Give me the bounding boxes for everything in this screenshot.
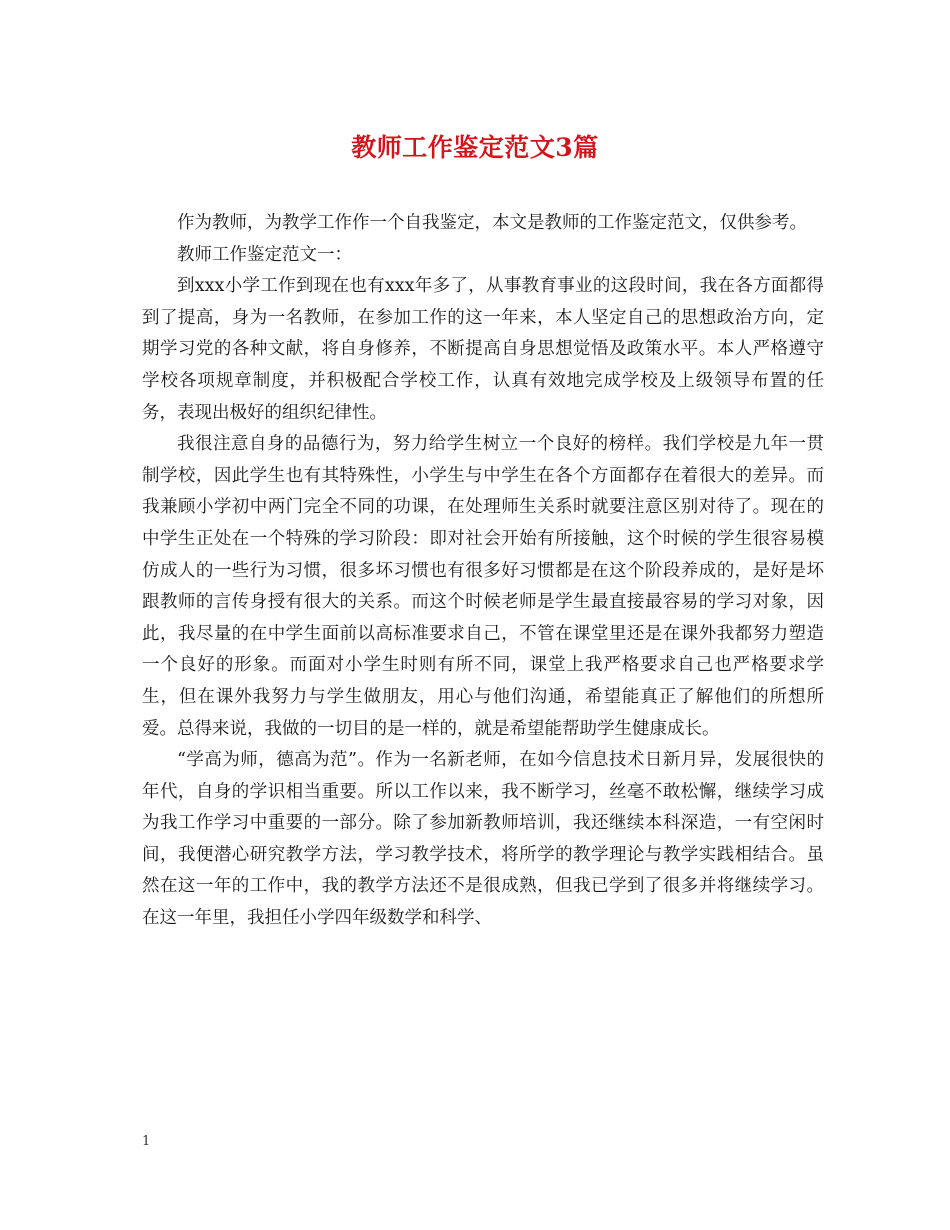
paragraph-continued-learning: “学高为师，德高为范”。作为一名新老师，在如今信息技术日新月异，发展很快的年代，自身的学识相当重要。所以工作以来，我不断学习，丝毫不敢松懈，继续学习成为我工作学习中重要的一部分。除了参加新教师培训，我还继续本科深造，一有空闲时间，我便潜心研究教学方法，学习教学技术，将所学的教学理论与教学实践相结合。虽然在这一年的工作中，我的教学方法还不是很成熟，但我已学到了很多并将继续学习。在这一年里，我担任小学四年级数学和科学、: [142, 750, 824, 929]
page-number: 1: [142, 1134, 151, 1149]
document-body: [142, 208, 824, 935]
paragraph-section-heading: 教师工作鉴定范文一：: [177, 244, 352, 265]
paragraph-moral-conduct: 我很注意自身的品德行为，努力给学生树立一个良好的榜样。我们学校是九年一贯制学校，因此学生也有其特殊性，小学生与中学生在各个方面都存在着很大的差异。而我兼顾小学初中两门完全不同的功课，在处理师生关系时就要注意区别对待了。现在的中学生正处在一个特殊的学习阶段：即对社会开始有所接触，这个时候的学生很容易模仿成人的一些行为习惯，很多坏习惯也有很多好习惯都是在这个阶段养成的，是好是坏跟教师的言传身授有很大的关系。而这个时候老师是学生最直接最容易的学习对象，因此，我尽量的在中学生面前以高标准要求自己，不管在课堂里还是在课外我都努力塑造一个良好的形象。而面对小学生时则有所不同，课堂上我严格要求自己也严格要求学生，但在课外我努力与学生做朋友，用心与他们沟通，希望能真正了解他们的所想所爱。总得来说，我做的一切目的是一样的，就是希望能帮助学生健康成长。: [142, 434, 824, 739]
document-title: 教师工作鉴定范文3篇: [351, 133, 599, 162]
paragraph-work-overview: 到xxx小学工作到现在也有xxx年多了，从事教育事业的这段时间，我在各方面都得到了提高，身为一名教师，在参加工作的这一年来，本人坚定自己的思想政治方向，定期学习党的各种文献，将自身修养，不断提高自身思想觉悟及政策水平。本人严格遵守学校各项规章制度，并积极配合学校工作，认真有效地完成学校及上级领导布置的任务，表现出极好的组织纪律性。: [142, 276, 824, 423]
paragraph-intro: 作为教师，为教学工作作一个自我鉴定，本文是教师的工作鉴定范文，仅供参考。: [177, 213, 807, 233]
